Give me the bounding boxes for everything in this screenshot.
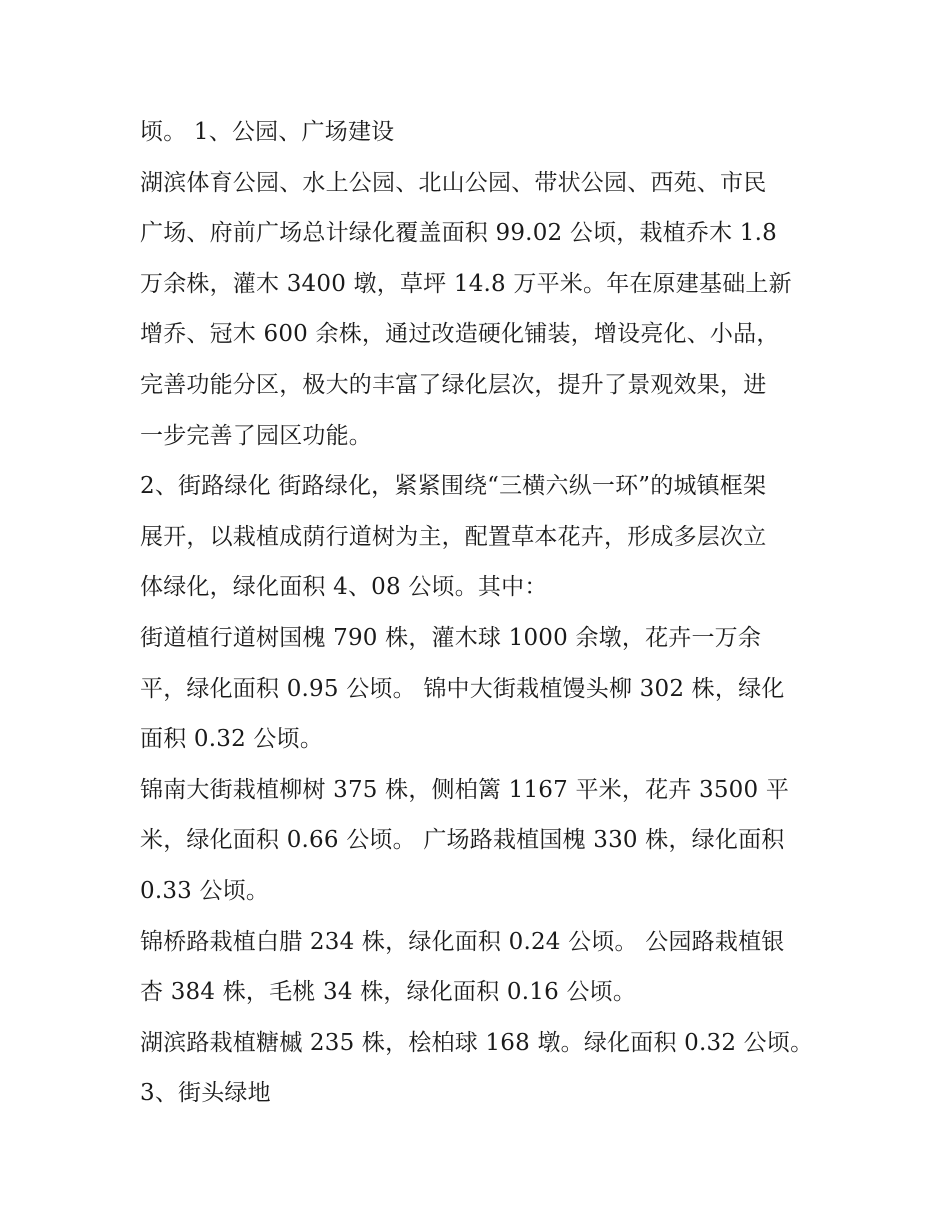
text-line: 平，绿化面积 0.95 公顷。 锦中大街栽植馒头柳 302 株，绿化 <box>140 675 785 702</box>
text-line: 体绿化，绿化面积 4、08 公顷。其中： <box>140 574 548 601</box>
text-line: 广场、府前广场总计绿化覆盖面积 99.02 公顷，栽植乔木 1.8 <box>140 220 777 247</box>
text-line: 湖滨体育公园、水上公园、北山公园、带状公园、西苑、市民 <box>140 169 767 196</box>
text-line: 湖滨路栽植糖槭 235 株，桧柏球 168 墩。绿化面积 0.32 公顷。 <box>140 1029 814 1056</box>
text-line: 0.33 公顷。 <box>140 877 270 904</box>
text-line: 顷。 1、公园、广场建设 <box>140 119 395 145</box>
text-line: 展开，以栽植成荫行道树为主，配置草本花卉，形成多层次立 <box>140 523 767 550</box>
text-line: 锦南大街栽植柳树 375 株，侧柏篱 1167 平米，花卉 3500 平 <box>140 776 790 803</box>
text-line: 3、街头绿地 <box>140 1080 271 1107</box>
text-line: 2、街路绿化 街路绿化，紧紧围绕“三横六纵一环”的城镇框架 <box>140 473 767 500</box>
text-line: 米，绿化面积 0.66 公顷。 广场路栽植国槐 330 株，绿化面积 <box>140 827 785 854</box>
text-line: 万余株，灌木 3400 墩，草坪 14.8 万平米。年在原建基础上新 <box>140 270 792 297</box>
text-line: 锦桥路栽植白腊 234 株，绿化面积 0.24 公顷。 公园路栽植银 <box>140 928 785 955</box>
document-body <box>140 107 820 1119</box>
text-line: 完善功能分区，极大的丰富了绿化层次，提升了景观效果，进 <box>140 371 767 398</box>
text-line: 街道植行道树国槐 790 株，灌木球 1000 余墩，花卉一万余 <box>140 624 762 651</box>
text-line: 杏 384 株，毛桃 34 株，绿化面积 0.16 公顷。 <box>140 979 637 1006</box>
text-line: 增乔、冠木 600 余株，通过改造硬化铺装，增设亮化、小品， <box>140 321 780 348</box>
text-line: 一步完善了园区功能。 <box>140 422 372 449</box>
text-line: 面积 0.32 公顷。 <box>140 726 324 753</box>
